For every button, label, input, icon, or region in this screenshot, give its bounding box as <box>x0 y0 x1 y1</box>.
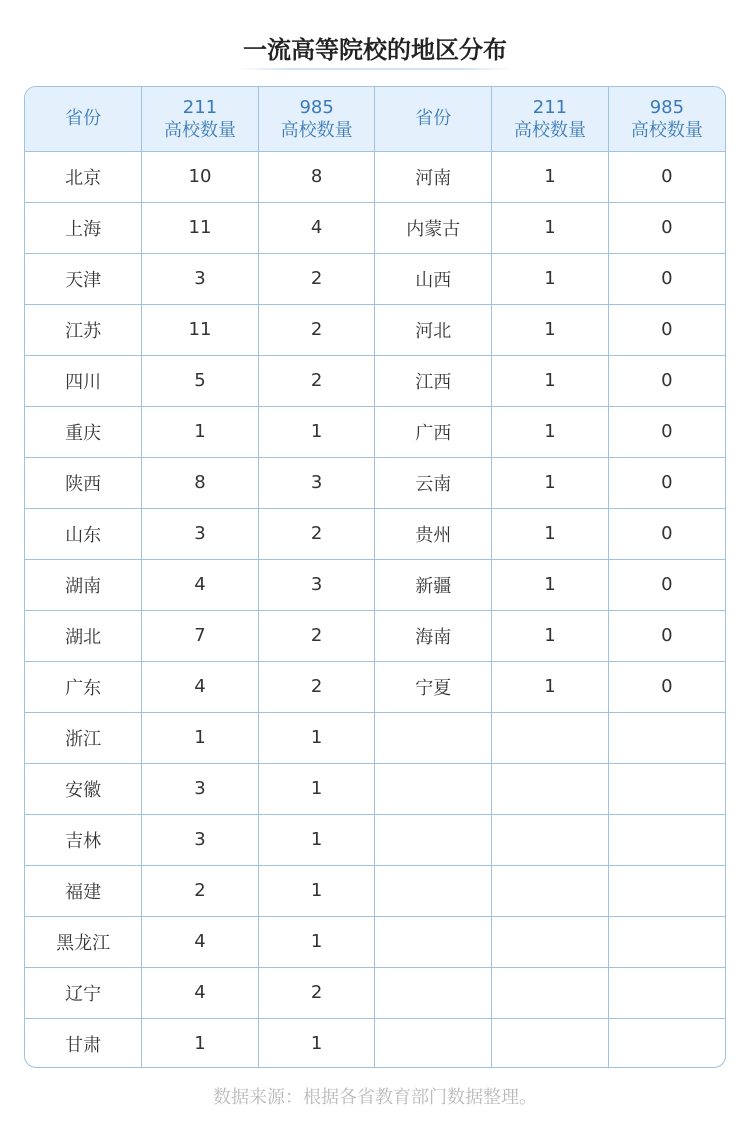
cell-province-left: 湖南 <box>25 559 142 610</box>
cell-province-right: 山西 <box>375 253 492 304</box>
cell-province-left: 广东 <box>25 661 142 712</box>
table-row <box>25 610 725 661</box>
cell-211-left: 4 <box>142 916 259 967</box>
cell-985-left: 2 <box>258 661 375 712</box>
table-row <box>25 457 725 508</box>
cell-province-right: 内蒙古 <box>375 202 492 253</box>
cell-province-left: 吉林 <box>25 814 142 865</box>
distribution-table <box>24 86 726 1068</box>
cell-985-left: 2 <box>258 508 375 559</box>
header-985-left <box>258 87 375 151</box>
table-row <box>25 865 725 916</box>
cell-985-left: 2 <box>258 355 375 406</box>
cell-211-left: 11 <box>142 304 259 355</box>
cell-985-left: 1 <box>258 916 375 967</box>
header-985-number: 985 <box>649 96 685 118</box>
cell-985-left: 2 <box>258 253 375 304</box>
page-title: 一流高等院校的地区分布 <box>243 36 507 64</box>
cell-211-right: 1 <box>492 661 609 712</box>
cell-985-right: 0 <box>608 661 725 712</box>
cell-985-left: 1 <box>258 1018 375 1068</box>
cell-985-left: 1 <box>258 814 375 865</box>
table-row <box>25 508 725 559</box>
cell-211-right: 1 <box>492 202 609 253</box>
empty-cell <box>375 967 492 1018</box>
cell-985-left: 2 <box>258 304 375 355</box>
table-row <box>25 355 725 406</box>
cell-211-right: 1 <box>492 406 609 457</box>
cell-985-right: 0 <box>608 457 725 508</box>
cell-province-left: 天津 <box>25 253 142 304</box>
empty-cell <box>492 712 609 763</box>
source-note: 数据来源：根据各省教育部门数据整理。 <box>213 1087 537 1108</box>
empty-cell <box>375 814 492 865</box>
table-row <box>25 661 725 712</box>
cell-211-left: 11 <box>142 202 259 253</box>
cell-province-right: 广西 <box>375 406 492 457</box>
cell-province-right: 贵州 <box>375 508 492 559</box>
cell-985-right: 0 <box>608 355 725 406</box>
table-row <box>25 763 725 814</box>
table-row <box>25 304 725 355</box>
cell-985-right: 0 <box>608 151 725 202</box>
cell-province-left: 陕西 <box>25 457 142 508</box>
cell-211-left: 8 <box>142 457 259 508</box>
cell-985-right: 0 <box>608 559 725 610</box>
cell-211-left: 7 <box>142 610 259 661</box>
cell-province-right: 海南 <box>375 610 492 661</box>
cell-211-right: 1 <box>492 151 609 202</box>
header-province-right: 省份 <box>375 87 492 151</box>
cell-211-left: 4 <box>142 967 259 1018</box>
empty-cell <box>492 916 609 967</box>
cell-province-left: 山东 <box>25 508 142 559</box>
header-211-label: 高校数量 <box>163 119 236 141</box>
cell-province-left: 黑龙江 <box>25 916 142 967</box>
empty-cell <box>492 865 609 916</box>
header-985-number: 985 <box>299 96 334 118</box>
cell-985-left: 1 <box>258 865 375 916</box>
title-underline <box>237 68 513 70</box>
cell-province-right: 江西 <box>375 355 492 406</box>
empty-cell <box>492 967 609 1018</box>
cell-985-left: 4 <box>258 202 375 253</box>
empty-cell <box>375 916 492 967</box>
empty-cell <box>492 763 609 814</box>
cell-211-left: 1 <box>142 406 259 457</box>
table-row <box>25 151 725 202</box>
table-row <box>25 406 725 457</box>
cell-province-left: 甘肃 <box>25 1018 142 1068</box>
cell-province-left: 四川 <box>25 355 142 406</box>
header-211-label: 高校数量 <box>513 119 586 141</box>
cell-211-right: 1 <box>492 508 609 559</box>
cell-province-left: 辽宁 <box>25 967 142 1018</box>
cell-province-left: 浙江 <box>25 712 142 763</box>
empty-cell <box>608 712 725 763</box>
cell-211-right: 1 <box>492 355 609 406</box>
cell-985-left: 1 <box>258 712 375 763</box>
header-211-left <box>142 87 259 151</box>
cell-985-left: 2 <box>258 610 375 661</box>
cell-211-right: 1 <box>492 304 609 355</box>
cell-211-left: 3 <box>142 763 259 814</box>
cell-province-right: 河南 <box>375 151 492 202</box>
header-985-right <box>608 87 725 151</box>
table-row <box>25 559 725 610</box>
cell-province-left: 湖北 <box>25 610 142 661</box>
empty-cell <box>608 763 725 814</box>
empty-cell <box>375 763 492 814</box>
cell-province-left: 福建 <box>25 865 142 916</box>
empty-cell <box>608 916 725 967</box>
cell-211-right: 1 <box>492 559 609 610</box>
cell-985-right: 0 <box>608 406 725 457</box>
table-body <box>25 151 725 1068</box>
cell-211-left: 1 <box>142 712 259 763</box>
cell-211-left: 1 <box>142 1018 259 1068</box>
cell-province-left: 上海 <box>25 202 142 253</box>
table-row <box>25 253 725 304</box>
table-header-row <box>25 87 725 151</box>
cell-985-left: 1 <box>258 763 375 814</box>
cell-985-right: 0 <box>608 253 725 304</box>
empty-cell <box>375 865 492 916</box>
header-211-number: 211 <box>532 96 568 118</box>
header-211-number: 211 <box>182 96 218 118</box>
table-row <box>25 1018 725 1068</box>
cell-211-right: 1 <box>492 610 609 661</box>
empty-cell <box>375 1018 492 1068</box>
empty-cell <box>608 865 725 916</box>
cell-province-left: 北京 <box>25 151 142 202</box>
empty-cell <box>608 814 725 865</box>
cell-985-right: 0 <box>608 508 725 559</box>
cell-211-left: 3 <box>142 508 259 559</box>
table-row <box>25 202 725 253</box>
cell-985-left: 8 <box>258 151 375 202</box>
table-row <box>25 967 725 1018</box>
header-985-label: 高校数量 <box>280 119 353 141</box>
table-row <box>25 712 725 763</box>
cell-985-right: 0 <box>608 202 725 253</box>
cell-province-right: 新疆 <box>375 559 492 610</box>
cell-211-right: 1 <box>492 457 609 508</box>
cell-211-left: 3 <box>142 814 259 865</box>
empty-cell <box>492 1018 609 1068</box>
cell-211-left: 3 <box>142 253 259 304</box>
cell-985-left: 2 <box>258 967 375 1018</box>
cell-985-left: 1 <box>258 406 375 457</box>
table-row <box>25 814 725 865</box>
header-985-label: 高校数量 <box>630 119 703 141</box>
header-211-right <box>492 87 609 151</box>
cell-211-left: 10 <box>142 151 259 202</box>
cell-211-left: 2 <box>142 865 259 916</box>
empty-cell <box>608 967 725 1018</box>
cell-211-left: 4 <box>142 559 259 610</box>
cell-province-left: 安徽 <box>25 763 142 814</box>
cell-211-left: 5 <box>142 355 259 406</box>
cell-211-right: 1 <box>492 253 609 304</box>
cell-province-right: 云南 <box>375 457 492 508</box>
cell-province-left: 重庆 <box>25 406 142 457</box>
table-row <box>25 916 725 967</box>
cell-985-right: 0 <box>608 304 725 355</box>
cell-province-right: 宁夏 <box>375 661 492 712</box>
empty-cell <box>492 814 609 865</box>
cell-province-left: 江苏 <box>25 304 142 355</box>
cell-985-right: 0 <box>608 610 725 661</box>
empty-cell <box>608 1018 725 1068</box>
cell-985-left: 3 <box>258 457 375 508</box>
cell-province-right: 河北 <box>375 304 492 355</box>
cell-211-left: 4 <box>142 661 259 712</box>
cell-985-left: 3 <box>258 559 375 610</box>
header-province-left: 省份 <box>25 87 142 151</box>
empty-cell <box>375 712 492 763</box>
